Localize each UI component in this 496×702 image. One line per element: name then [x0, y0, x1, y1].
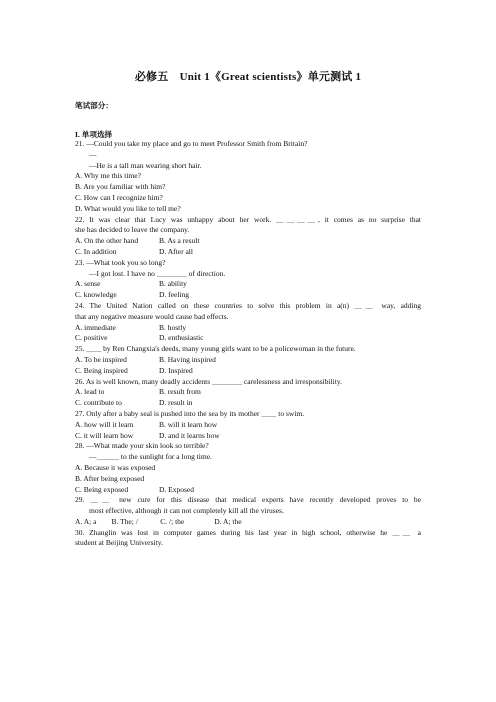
page-title: 必修五 Unit 1《Great scientists》单元测试 1: [134, 71, 362, 83]
question-line-q23: 23. —What took you so long?: [75, 257, 166, 267]
question-line-q23AB: [75, 279, 421, 290]
option-right: D. and it learns how: [159, 430, 220, 440]
option-left: C. knowledge: [75, 290, 117, 300]
question-line-q21b: —: [89, 149, 97, 159]
question-line-q28CD: [75, 485, 421, 496]
option-right: D. feeling: [159, 290, 189, 300]
question-line-q24: 24. The United Nation called on these countries to solve this problem in a(n) ＿＿ way, adding: [75, 300, 421, 310]
question-line-q22: 22. It was clear that Lucy was unhappy about her work. ＿＿＿＿, it comes as no surprise that: [75, 214, 421, 224]
question-line-q28B: B. After being exposed: [75, 473, 145, 483]
written-part-heading: 笔试部分：: [75, 101, 113, 110]
question-list: [75, 139, 421, 549]
question-line-q27: 27. Only after a baby seal is pushed into the sea by its mother ＿＿ to swim.: [75, 408, 305, 418]
question-line-q28: 28. —What made your skin look so terrible?: [75, 441, 209, 451]
question-line-q26AB: [75, 387, 421, 398]
question-line-q29: 29. ＿＿ new cure for this disease that medical experts have recently developed proves to be: [75, 495, 421, 505]
option-left: C. In addition: [75, 246, 117, 256]
question-line-q24b: that any negative measure would cause bad effects.: [75, 311, 229, 321]
option-left: A. On the other hand: [75, 236, 139, 246]
question-line-q25CD: [75, 366, 421, 377]
question-line-q24AB: [75, 323, 421, 334]
question-line-q21D: D. What would you like to tell me?: [75, 203, 181, 213]
option-left: A. To be inspired: [75, 354, 127, 364]
question-line-q29opts: A. A; a B. The; / C. /; the D. A; the: [75, 516, 242, 526]
question-line-q22b: she has decided to leave the company.: [75, 225, 190, 235]
question-line-q21: 21. —Could you take my place and go to meet Professor Smith from Britain?: [75, 139, 308, 148]
question-line-q28A: A. Because it was exposed: [75, 462, 156, 472]
option-left: A. how will it learn: [75, 419, 134, 429]
question-line-q21c: —He is a tall man wearing short hair.: [89, 160, 202, 170]
question-line-q27AB: [75, 420, 421, 431]
option-right: B. Having inspired: [159, 354, 216, 364]
option-left: A. lead to: [75, 387, 105, 397]
option-left: C. contribute to: [75, 398, 122, 408]
section-heading-single-choice: I. 单项选择: [75, 130, 113, 139]
option-right: B. As a result: [159, 236, 200, 246]
question-line-q26: 26. As is well known, many deadly accidents ＿＿＿＿ carelessness and irresponsibility.: [75, 376, 342, 386]
question-line-q30: 30. Zhanglin was lost in computer games during his last year in high school, otherwise he ＿＿ a: [75, 527, 421, 537]
question-line-q21A: A. Why me this time?: [75, 171, 141, 181]
question-line-q23b: —I got lost. I have no ＿＿＿＿ of direction.: [89, 268, 226, 278]
option-left: C. Being inspired: [75, 365, 128, 375]
question-line-q27CD: [75, 431, 421, 442]
option-left: C. Being exposed: [75, 484, 129, 494]
option-right: B. will it learn how: [159, 419, 218, 429]
option-left: A. sense: [75, 279, 101, 289]
question-line-q21B: B. Are you familiar with him?: [75, 182, 166, 192]
question-line-q25AB: [75, 355, 421, 366]
question-line-q22AB: [75, 236, 421, 247]
question-line-q29b: most effective, although it can not completely kill all the viruses.: [89, 506, 284, 516]
option-left: C. positive: [75, 333, 108, 343]
option-right: B. result from: [159, 387, 201, 397]
question-line-q25: 25. ＿＿ by Ren Changxia's deeds, many young girls want to be a policewoman in the future.: [75, 344, 356, 354]
option-right: D. Exposed: [159, 484, 194, 494]
question-line-q23CD: [75, 290, 421, 301]
option-left: A. immediate: [75, 322, 116, 332]
option-right: D. After all: [159, 246, 193, 256]
question-line-q24CD: [75, 333, 421, 344]
question-line-q28b: —＿＿＿ to the sunlight for a long time.: [89, 452, 212, 462]
question-line-q21C: C. How can I recognize him?: [75, 192, 163, 202]
option-right: D. Inspired: [159, 365, 193, 375]
question-line-q30b: student at Beijing University.: [75, 538, 163, 548]
question-line-q26CD: [75, 398, 421, 409]
option-right: B. ability: [159, 279, 187, 289]
option-right: D. enthusiastic: [159, 333, 204, 343]
question-line-q22CD: [75, 247, 421, 258]
option-left: C. it will learn how: [75, 430, 134, 440]
option-right: D. result in: [159, 398, 193, 408]
option-right: B. hostly: [159, 322, 187, 332]
